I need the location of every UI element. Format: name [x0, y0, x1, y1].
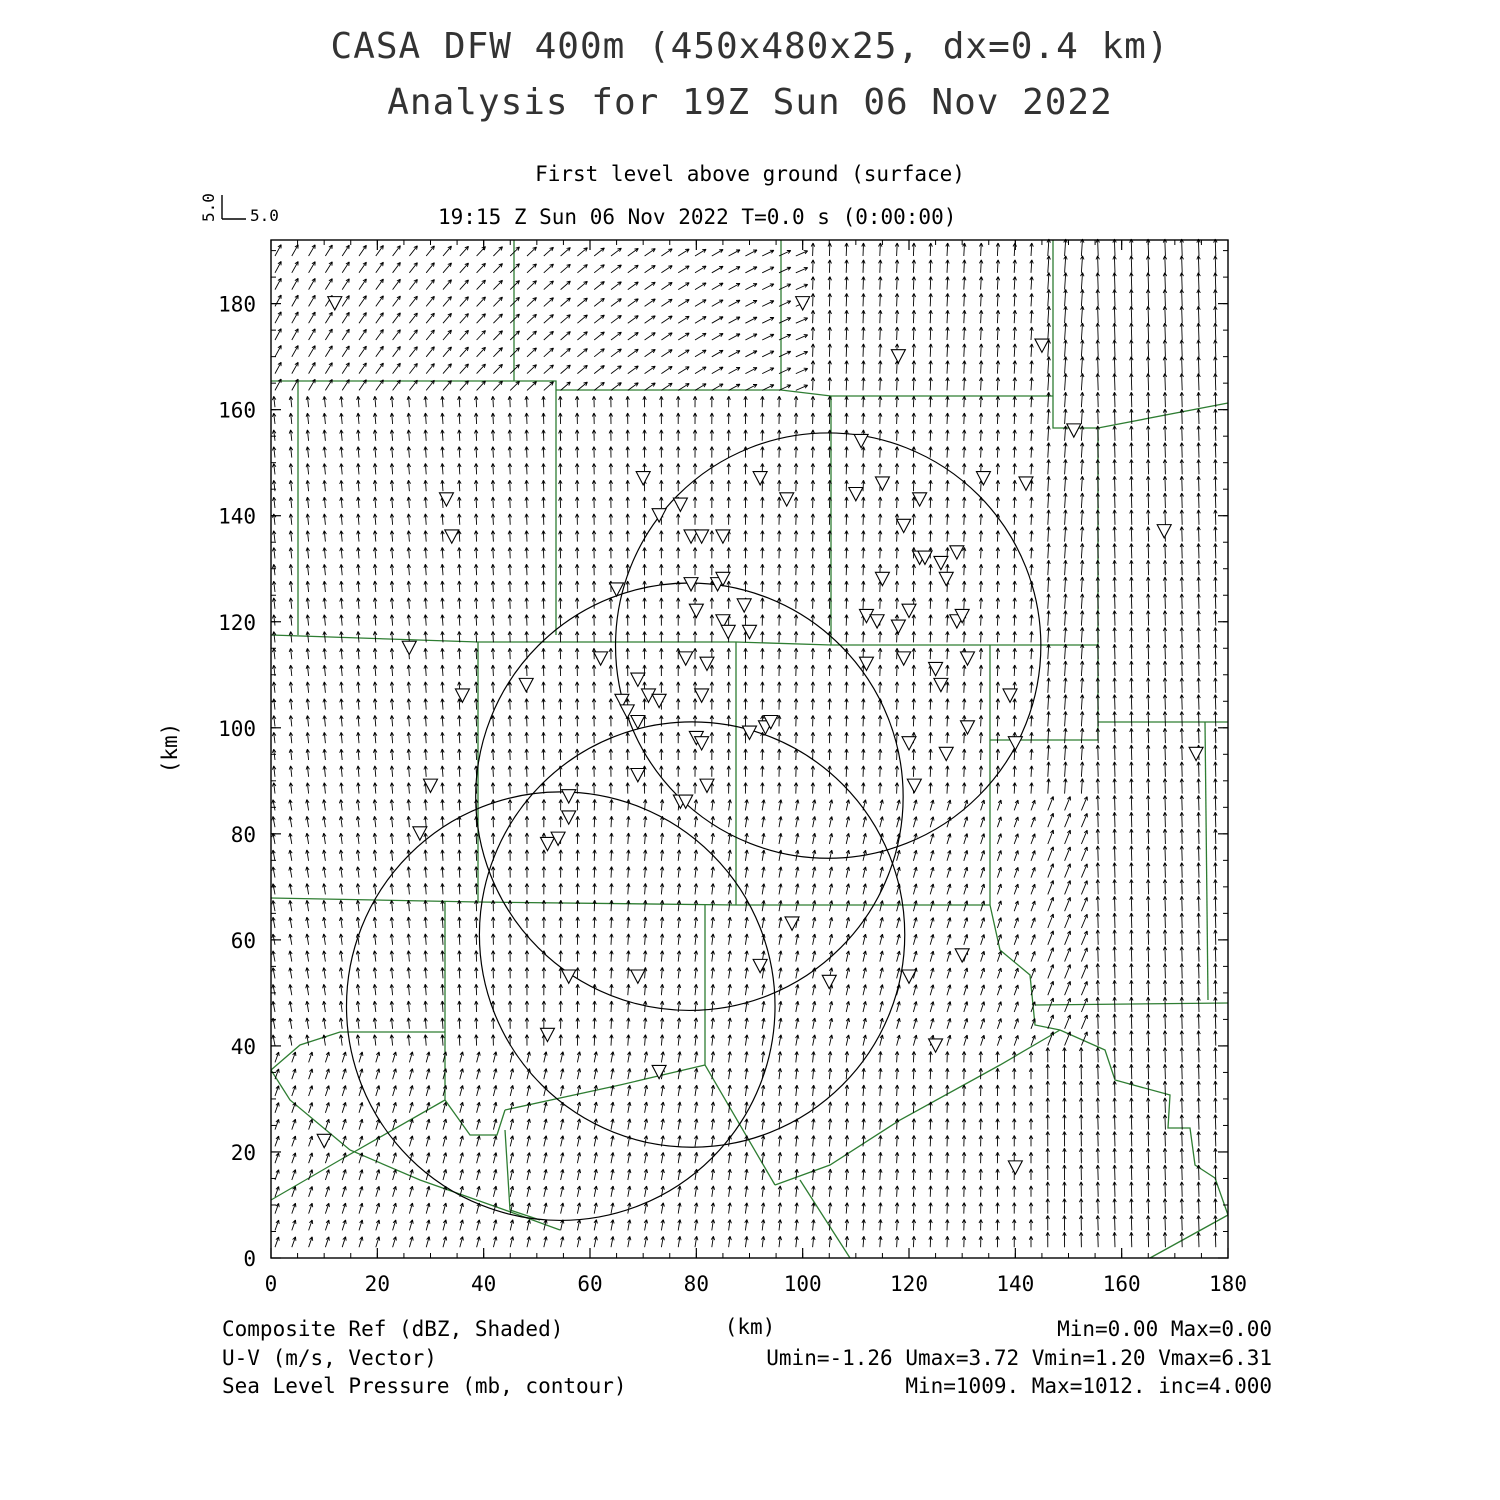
station-marker — [1035, 339, 1049, 352]
x-tick-label: 120 — [890, 1272, 928, 1296]
station-marker — [721, 625, 735, 638]
station-marker — [743, 625, 757, 638]
boundary-lines — [271, 240, 1228, 1258]
station-marker — [960, 721, 974, 734]
station-marker — [955, 949, 969, 962]
x-tick-label: 140 — [996, 1272, 1035, 1296]
x-tick-label: 40 — [471, 1272, 497, 1296]
station-marker — [317, 1134, 331, 1147]
station-marker — [854, 434, 868, 447]
y-tick-label: 80 — [230, 822, 256, 847]
station-marker — [753, 472, 767, 485]
station-marker — [631, 715, 645, 728]
station-marker — [673, 498, 687, 511]
field1-stats: Min=0.00 Max=0.00 — [1057, 1317, 1272, 1341]
station-marker — [870, 615, 884, 628]
boundary-line — [556, 390, 1053, 396]
station-marker — [902, 737, 916, 750]
boundary-line — [271, 381, 298, 635]
station-marker — [897, 652, 911, 665]
boundary-line — [800, 1180, 850, 1258]
station-marker — [652, 694, 666, 707]
boundary-line — [271, 1100, 445, 1200]
station-marker — [636, 472, 650, 485]
station-marker — [562, 811, 576, 824]
station-marker — [875, 477, 889, 490]
station-marker — [695, 530, 709, 543]
boundary-line — [1053, 240, 1228, 428]
x-tick-label: 160 — [1102, 1272, 1141, 1296]
y-axis — [218, 251, 1228, 1271]
x-axis-label: (km) — [724, 1315, 776, 1339]
plot-subtitle: Analysis for 19Z Sun 06 Nov 2022 — [387, 82, 1113, 123]
field1-name: Composite Ref (dBZ, Shaded) — [222, 1317, 564, 1341]
station-marker — [689, 604, 703, 617]
field2-stats: Umin=-1.26 Umax=3.72 Vmin=1.20 Vmax=6.31 — [766, 1346, 1272, 1370]
station-marker — [1157, 525, 1171, 538]
station-marker — [1189, 747, 1203, 760]
y-tick-label: 0 — [243, 1247, 256, 1271]
station-marker — [822, 975, 836, 988]
station-markers — [317, 297, 1203, 1175]
y-tick-label: 100 — [218, 716, 256, 741]
boundary-line — [1150, 1215, 1228, 1258]
boundary-line — [505, 1130, 540, 1220]
station-marker — [402, 641, 416, 654]
y-tick-label: 180 — [218, 292, 256, 317]
plot-frame — [271, 240, 1228, 1258]
station-marker — [328, 297, 342, 310]
y-tick-label: 60 — [230, 928, 256, 953]
station-marker — [939, 747, 953, 760]
y-tick-label: 40 — [230, 1034, 256, 1059]
station-marker — [716, 530, 730, 543]
station-marker — [652, 509, 666, 522]
station-marker — [631, 769, 645, 782]
x-tick-label: 60 — [577, 1272, 603, 1296]
station-marker — [780, 493, 794, 506]
vector-key-u-label: 5.0 — [250, 206, 279, 225]
field3-stats: Min=1009. Max=1012. inc=4.000 — [905, 1374, 1272, 1398]
station-marker — [631, 673, 645, 686]
boundary-line — [990, 905, 1228, 1215]
station-marker — [907, 779, 921, 792]
boundary-line — [705, 905, 775, 1185]
station-marker — [939, 572, 953, 585]
boundary-line — [271, 635, 831, 645]
station-marker — [695, 689, 709, 702]
station-marker — [737, 599, 751, 612]
x-tick-label: 0 — [264, 1272, 278, 1296]
boundary-line — [505, 1065, 705, 1110]
y-tick-label: 20 — [230, 1140, 256, 1165]
field2-name: U-V (m/s, Vector) — [222, 1346, 437, 1370]
station-marker — [631, 970, 645, 983]
station-marker — [445, 530, 459, 543]
valid-time-label: 19:15 Z Sun 06 Nov 2022 T=0.0 s (0:00:00) — [438, 205, 957, 229]
y-tick-label: 120 — [218, 610, 256, 635]
station-marker — [594, 652, 608, 665]
station-marker — [519, 678, 533, 691]
station-marker — [743, 726, 757, 739]
y-axis-label: (km) — [158, 722, 182, 774]
boundary-line — [1205, 722, 1208, 1000]
level-label: First level above ground (surface) — [535, 162, 965, 186]
station-marker — [1067, 424, 1081, 437]
station-marker — [684, 578, 698, 591]
station-marker — [1008, 1161, 1022, 1174]
station-marker — [455, 689, 469, 702]
station-marker — [1008, 737, 1022, 750]
station-marker — [540, 837, 554, 850]
x-tick-label: 100 — [783, 1272, 822, 1296]
station-marker — [849, 488, 863, 501]
x-tick-label: 80 — [683, 1272, 709, 1296]
field3-name: Sea Level Pressure (mb, contour) — [222, 1374, 627, 1398]
station-marker — [950, 546, 964, 559]
station-marker — [897, 519, 911, 532]
station-marker — [929, 1039, 943, 1052]
plot-title: CASA DFW 400m (450x480x25, dx=0.4 km) — [330, 26, 1170, 67]
station-marker — [540, 1028, 554, 1041]
x-tick-label: 180 — [1209, 1272, 1247, 1296]
boundary-line — [271, 1070, 560, 1230]
station-marker — [891, 350, 905, 363]
y-tick-label: 160 — [218, 398, 256, 423]
station-marker — [875, 572, 889, 585]
station-marker — [891, 620, 905, 633]
x-tick-label: 20 — [364, 1272, 390, 1296]
boundary-line — [298, 381, 556, 635]
station-marker — [562, 790, 576, 803]
station-marker — [796, 297, 810, 310]
y-tick-label: 140 — [218, 504, 256, 529]
vector-key — [199, 193, 279, 225]
station-marker — [679, 652, 693, 665]
station-marker — [960, 652, 974, 665]
station-marker — [976, 472, 990, 485]
vector-key-v-label: 5.0 — [199, 193, 218, 222]
